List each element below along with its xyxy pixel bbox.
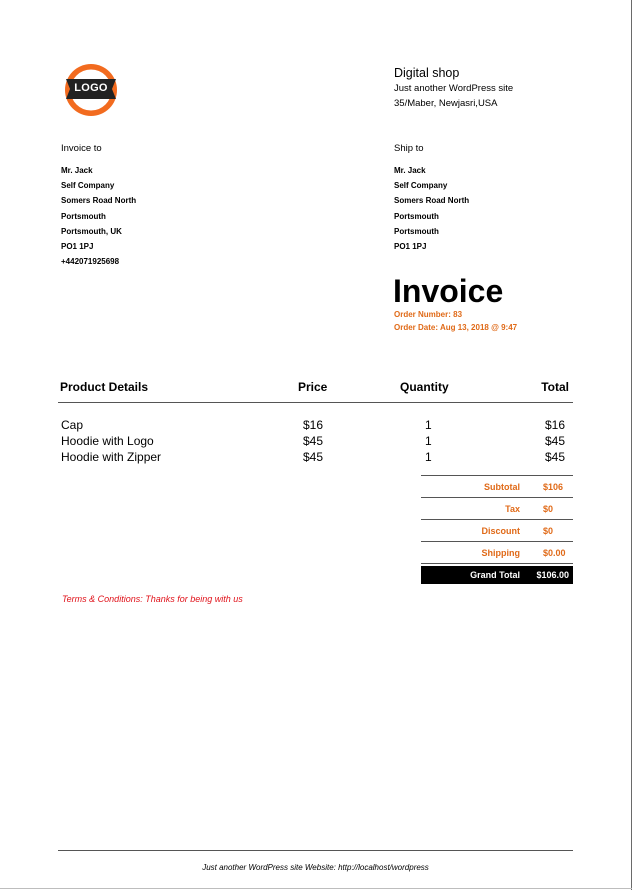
table-row [58, 449, 573, 465]
row-price: $45 [303, 450, 324, 464]
row-total: $45 [544, 434, 565, 448]
subtotal-row [421, 475, 573, 498]
shop-address: 35/Maber, Newjasri,USA [394, 98, 498, 109]
ship-to-company: Self Company [394, 181, 448, 191]
discount-value: $0 [543, 526, 554, 536]
invoice-to-postcode: PO1 1PJ [61, 242, 94, 252]
header-price: Price [298, 380, 328, 394]
table-row [58, 417, 573, 433]
subtotal-value: $106 [543, 482, 564, 492]
tax-value: $0 [543, 504, 554, 514]
footer-divider [58, 850, 573, 851]
row-quantity: 1 [425, 418, 432, 432]
shop-tagline: Just another WordPress site [394, 83, 514, 94]
grand-total-value: $106.00 [536, 570, 569, 580]
shipping-label: Shipping [481, 548, 520, 558]
shop-name: Digital shop [394, 66, 460, 80]
shipping-value: $0.00 [543, 548, 566, 558]
discount-label: Discount [481, 526, 520, 536]
order-number: Order Number: 83 [394, 310, 463, 319]
row-product-name: Hoodie with Logo [61, 434, 154, 448]
page-edge-bottom [0, 888, 632, 889]
table-row [58, 433, 573, 449]
logo [64, 63, 118, 117]
page-edge [631, 0, 632, 890]
row-product-name: Hoodie with Zipper [61, 450, 162, 464]
invoice-to-title: Invoice to [61, 143, 102, 154]
ship-to-title: Ship to [394, 143, 424, 154]
header-quantity: Quantity [400, 380, 449, 394]
ship-to-street: Somers Road North [394, 196, 470, 206]
discount-row [421, 520, 573, 542]
row-quantity: 1 [425, 450, 432, 464]
product-table-body [58, 417, 573, 465]
invoice-to-phone: +442071925698 [61, 257, 120, 267]
invoice-title: Invoice [393, 273, 504, 309]
shipping-row [421, 542, 573, 564]
invoice-to-name: Mr. Jack [61, 166, 93, 175]
row-product-name: Cap [61, 418, 84, 432]
terms-and-conditions: Terms & Conditions: Thanks for being with us [62, 594, 243, 604]
invoice-to-city: Portsmouth [61, 211, 106, 221]
invoice-to-company: Self Company [61, 181, 115, 191]
order-meta [394, 309, 517, 334]
row-quantity: 1 [425, 434, 432, 448]
invoice-to-street: Somers Road North [61, 196, 137, 206]
row-price: $16 [303, 418, 324, 432]
tax-label: Tax [505, 504, 520, 514]
totals-block [421, 475, 573, 564]
order-date: Order Date: Aug 13, 2018 @ 9:47 [394, 322, 518, 332]
shop-info [394, 65, 513, 111]
tax-row [421, 498, 573, 520]
row-price: $45 [303, 434, 324, 448]
logo-text: LOGO [74, 82, 108, 94]
ship-to-name: Mr. Jack [394, 166, 426, 175]
ship-to-block [394, 142, 469, 254]
invoice-to-region: Portsmouth, UK [61, 226, 122, 236]
ship-to-postcode: PO1 1PJ [394, 242, 427, 252]
invoice-to-block [61, 142, 136, 269]
ship-to-city: Portsmouth [394, 211, 439, 221]
ship-to-region: Portsmouth [394, 226, 439, 236]
row-total: $45 [544, 450, 565, 464]
grand-total-row [421, 566, 573, 584]
grand-total-label: Grand Total [470, 570, 520, 580]
subtotal-label: Subtotal [484, 482, 520, 492]
product-table-header [58, 378, 573, 403]
footer-text: Just another WordPress site Website: http://localhost/wordpress [202, 863, 429, 872]
row-total: $16 [544, 418, 565, 432]
header-total: Total [541, 380, 569, 394]
header-product: Product Details [60, 380, 149, 394]
